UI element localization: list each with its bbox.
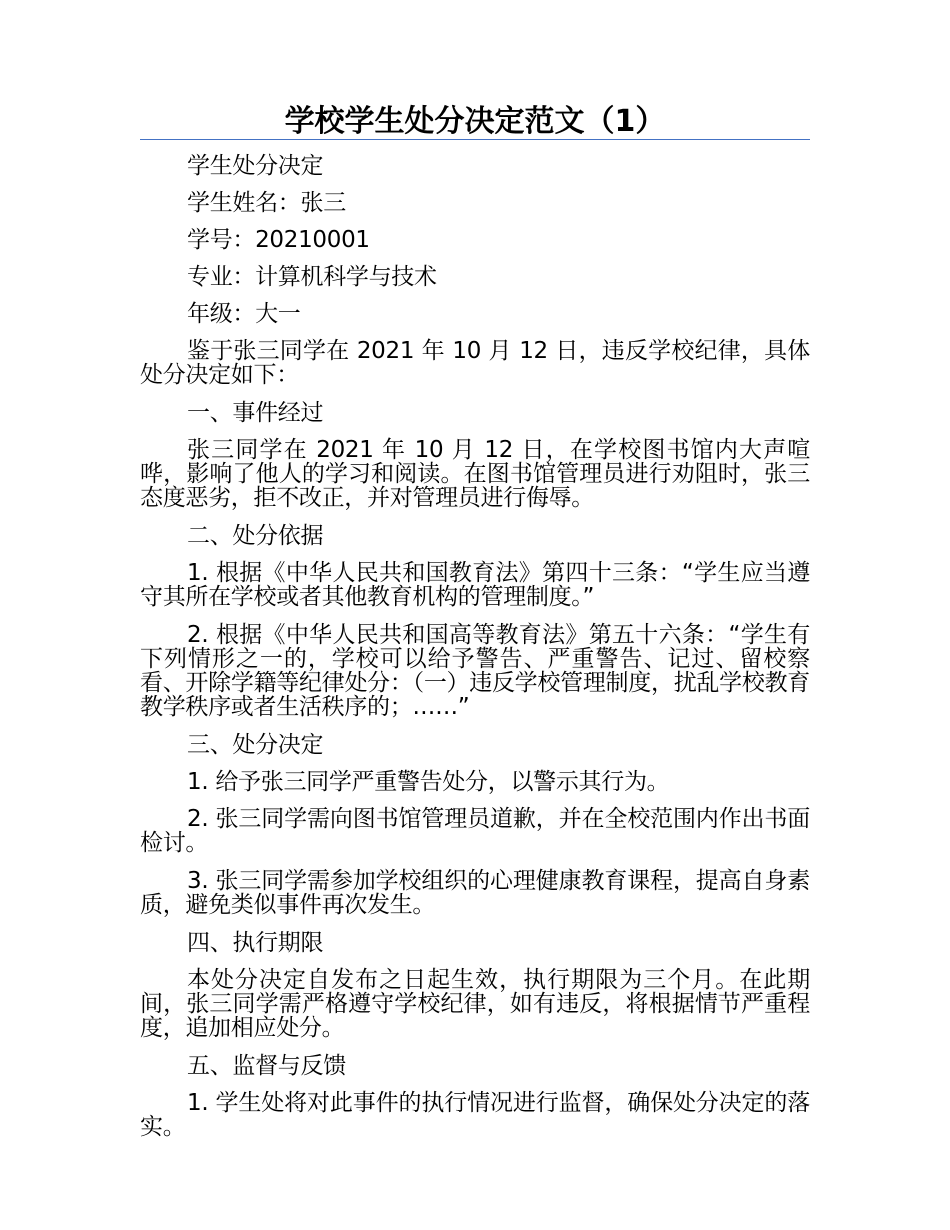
section-heading-period: 四、执行期限 <box>187 930 324 956</box>
basis-item-1: 1. 根据《中华人民共和国教育法》第四十三条：“学生应当遵守其所在学校或者其他教育机构的管理制度。” <box>140 560 810 610</box>
decision-item-1: 1. 给予张三同学严重警告处分，以警示其行为。 <box>187 769 670 795</box>
document-body <box>140 154 810 1153</box>
incident-paragraph: 张三同学在 2021 年 10 月 12 日，在学校图书馆内大声喧哗，影响了他人的学习和阅读。在图书馆管理员进行劝阻时，张三态度恶劣，拒不改正，并对管理员进行侮辱。 <box>140 437 810 511</box>
decision-item-2: 2. 张三同学需向图书馆管理员道歉，并在全校范围内作出书面检讨。 <box>140 806 810 856</box>
supervision-item-1: 1. 学生处将对此事件的执行情况进行监督，确保处分决定的落实。 <box>140 1090 810 1140</box>
intro-paragraph: 鉴于张三同学在 2021 年 10 月 12 日，违反学校纪律，具体处分决定如下： <box>140 338 810 388</box>
basis-item-2: 2. 根据《中华人民共和国高等教育法》第五十六条：“学生有下列情形之一的，学校可以给予警告、严重警告、记过、留校察看、开除学籍等纪律处分：（一）违反学校管理制度，扰乱学校教育教学秩序或者生活秩序的；……” <box>140 622 810 720</box>
student-name: 学生姓名：张三 <box>187 190 346 216</box>
decision-item-3: 3. 张三同学需参加学校组织的心理健康教育课程，提高自身素质，避免类似事件再次发生。 <box>140 868 810 918</box>
section-heading-basis: 二、处分依据 <box>187 523 324 549</box>
student-grade: 年级：大一 <box>187 301 301 327</box>
student-id: 学号：20210001 <box>187 227 370 253</box>
doc-heading: 学生处分决定 <box>187 153 324 179</box>
section-heading-decision: 三、处分决定 <box>187 732 324 758</box>
period-paragraph: 本处分决定自发布之日起生效，执行期限为三个月。在此期间，张三同学需严格遵守学校纪律，如有违反，将根据情节严重程度，追加相应处分。 <box>140 967 810 1041</box>
section-heading-incident: 一、事件经过 <box>187 400 324 426</box>
document-title: 学校学生处分决定范文（1） <box>284 104 666 139</box>
title-underline <box>140 139 810 140</box>
section-heading-supervision: 五、监督与反馈 <box>187 1053 346 1079</box>
student-major: 专业：计算机科学与技术 <box>187 264 437 290</box>
